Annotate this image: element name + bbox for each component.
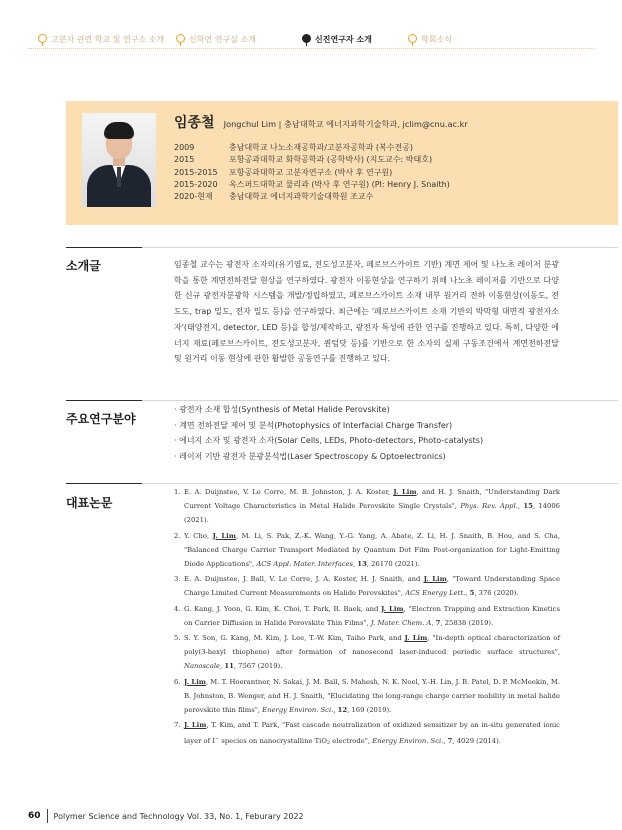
profile-card — [66, 101, 618, 225]
author-highlight: J. Lim — [184, 721, 207, 730]
section-divider — [66, 400, 618, 401]
author-highlight: J. Lim — [381, 604, 404, 613]
journal-name: Nanoscale — [184, 662, 221, 671]
history-row: 2020-현재 충남대학교 에너지과학기술대학원 조교수 — [174, 192, 374, 202]
journal-name: Phys. Rev. Appl. — [460, 502, 518, 511]
volume: 7 — [447, 737, 453, 746]
research-areas-title: 주요연구분야 — [66, 412, 136, 426]
volume: 12 — [337, 705, 348, 714]
nav-item-society-news[interactable] — [408, 34, 452, 45]
research-area-item: · 광전자 소재 합성(Synthesis of Metal Halide Perovskite) — [174, 405, 390, 414]
researcher-name: 임종철 — [174, 115, 215, 131]
nav-item-institutions[interactable] — [38, 34, 164, 45]
publication-item: 3. E. A. Duijnstee, J. Ball, V. Le Corre, J. A. Koster, H. J. Snaith, and J. Lim, "Toward Understanding Space Charge Limited Current Measurements on Halide Perovskites", ACS Energy Lett., 5, 376 (2020). — [174, 575, 560, 598]
journal-info: Polymer Science and Technology Vol. 33, No. 1, Feburary 2022 — [53, 811, 304, 821]
nav-item-label: 고분자 관련 학교 및 연구소 소개 — [51, 35, 165, 44]
section-header-rule — [66, 247, 142, 248]
journal-name: ACS Energy Lett. — [405, 589, 466, 598]
publication-item: 6. J. Lim, M. T. Hoerantner, N. Sakai, J. M. Ball, S. Mahesh, N. K. Noel, Y.-H. Lin, J. B. Patel, D. P. McMeekin, M. B. Johnston, B. Wenger, and H. J. Snaith, "Elucidating the long-range charge carrier mobility in metal halide perovskite thin films", Energy Environ. Sci., 12, 169 (2019). — [174, 677, 560, 714]
nav-dotted-line — [28, 48, 594, 49]
journal-name: Energy Environ. Sci. — [372, 737, 444, 746]
history-row: 2015-2020 옥스퍼드대학교 물리과 (박사 후 연구원) (PI: Henry J. Snaith) — [174, 179, 450, 189]
profile-photo — [82, 113, 156, 207]
volume: 15 — [523, 502, 533, 511]
researcher-affiliation: Jongchul Lim | 충남대학교 에너지과학기술학과, jclim@cnu.ac.kr — [223, 119, 468, 129]
publication-item: 2. Y. Cho, J. Lim, M. Li, S. Pak, Z.-K. Wang, Y.-G. Yang, A. Abate, Z. Li, H. J. Snaith, B. Hou, and S. Cha, "Balanced Charge Carrier Transport Mediated by Quantum Dot Film Post-organization for Light-Emitting Diode Applications", ACS Appl. Mater. Interfaces, 13, 26170 (2021). — [174, 531, 560, 568]
publications-list — [174, 485, 560, 752]
author-highlight: J. Lim — [404, 634, 428, 643]
footer-divider — [47, 809, 48, 823]
section-divider — [66, 483, 618, 484]
publication-item: 7. J. Lim, T. Kim, and T. Park, "Fast cascade neutralization of oxidized sensitizer by an in-situ generated ionic layer of I− species on nanocrystalline TiO$_2$ electrode", Energy Environ. Sci., 7, 4029 (2014). — [174, 721, 560, 747]
nav-item-label: 신진연구자 소개 — [315, 35, 372, 44]
top-navigation — [0, 28, 622, 58]
publication-item: 5. S. Y. Son, G. Kang, M. Kim, J. Lee, T.-W. Kim, Taiho Park, and J. Lim, "In-depth optical characterization of poly(3-hexyl thiophene) after formation of nanosecond laser-induced periodic surface structures", Nanoscale, 11, 7567 (2019). — [174, 634, 560, 671]
publication-item: 1. E. A. Duijnstee, V. Le Corre, M. B. Johnston, J. A. Koster, J. Lim, and H. J. Snaith, "Understanding Dark Current Voltage Characteristics in Metal Halide Perovskite Single Crystals", Phys. Rev. Appl., 15, 14006 (2021). — [174, 488, 560, 525]
map-pin-icon — [176, 34, 185, 45]
map-pin-icon — [38, 34, 47, 45]
volume: 13 — [357, 559, 367, 568]
publication-item: 4. G. Kang, J. Yoon, G. Kim, K. Choi, T. Park, R. Baek, and J. Lim, "Electron Trapping and Extraction Kinetics on Carrier Diffusion in Halide Perovskite Thin Films", J. Mater. Chem. A, 7, 25838 (2019). — [174, 604, 560, 627]
author-highlight: J. Lim — [393, 488, 417, 496]
author-highlight: J. Lim — [423, 575, 447, 584]
section-divider — [66, 247, 618, 248]
volume: 5 — [469, 589, 475, 598]
research-areas-list — [174, 402, 483, 465]
page-footer — [28, 808, 304, 824]
history-row: 2015 포항공과대학교 화학공학과 (공학박사) (지도교수: 박태호) — [174, 155, 433, 165]
nav-item-label: 학회소식 — [421, 35, 452, 44]
research-area-item: · 레이저 기반 광전자 분광분석법(Laser Spectroscopy & Optoelectronics) — [174, 452, 446, 462]
journal-name: J. Mater. Chem. A — [370, 618, 432, 627]
journal-name: ACS Appl. Mater. Interfaces — [256, 559, 353, 568]
nav-item-new-researchers[interactable] — [302, 34, 372, 45]
research-area-item: · 계면 전하전달 제어 및 분석(Photophysics of Interfacial Charge Transfer) — [174, 420, 453, 430]
nav-item-labs[interactable] — [176, 34, 256, 45]
page-number: 60 — [28, 811, 41, 821]
section-header-rule — [66, 400, 142, 401]
author-highlight: J. Lim — [212, 531, 236, 540]
journal-name: Energy Environ. Sci. — [262, 705, 334, 714]
map-pin-icon — [408, 34, 417, 45]
author-highlight: J. Lim — [184, 677, 206, 686]
nav-item-label: 신학연 연구실 소개 — [189, 35, 256, 44]
map-pin-icon — [302, 34, 311, 45]
career-history — [174, 142, 450, 203]
researcher-name-line — [174, 112, 468, 132]
volume: 7 — [435, 618, 441, 627]
section-header-rule — [66, 483, 142, 484]
publications-title: 대표논문 — [66, 496, 113, 510]
research-area-item: · 에너지 소자 및 광전자 소자(Solar Cells, LEDs, Photo-detectors, Photo-catalysts) — [174, 436, 484, 446]
intro-section-title: 소개글 — [66, 259, 101, 273]
intro-paragraph: 임종철 교수는 광전자 소자의(유기염료, 전도성고분자, 페로브스카이트 기반) 계면 제어 및 나노초 레이저 분광학을 통한 계면전하전달 현상을 연구하였다. 광전자 이동현상을 연구하기 위해 나노초 레이저를 기반으로 다양한 신규 광전자분광학 시스템을 개발/정립하였고, 페로브스카이트 소재 내부 원거리 전하 이동현상(이동도, 전도도, trap 밀도, 전자 밀도 등)을 연구하였다. 최근에는 '페로브스카이트 소재 기반의 박막형 대면적 광전자소자'(태양전지, detector, LED 등)을 합성/제작하고, 광전자 특성에 관한 연구를 진행하고 있다. 특히, 다양한 에너지 재료(페로브스카이트, 전도성고분자, 퀀텀닷 등)를 기반으로 한 소자의 실제 구동조건에서 계면전하전달 및 원거리 이동 현상에 관한 활발한 공동연구를 진행하고 있다. — [174, 260, 559, 364]
history-row: 2015-2015 포항공과대학교 고분자연구소 (박사 후 연구원) — [174, 167, 393, 177]
history-row: 2009 충남대학교 나노소재공학과/고분자공학과 (복수전공) — [174, 143, 414, 152]
volume: 11 — [224, 662, 234, 671]
